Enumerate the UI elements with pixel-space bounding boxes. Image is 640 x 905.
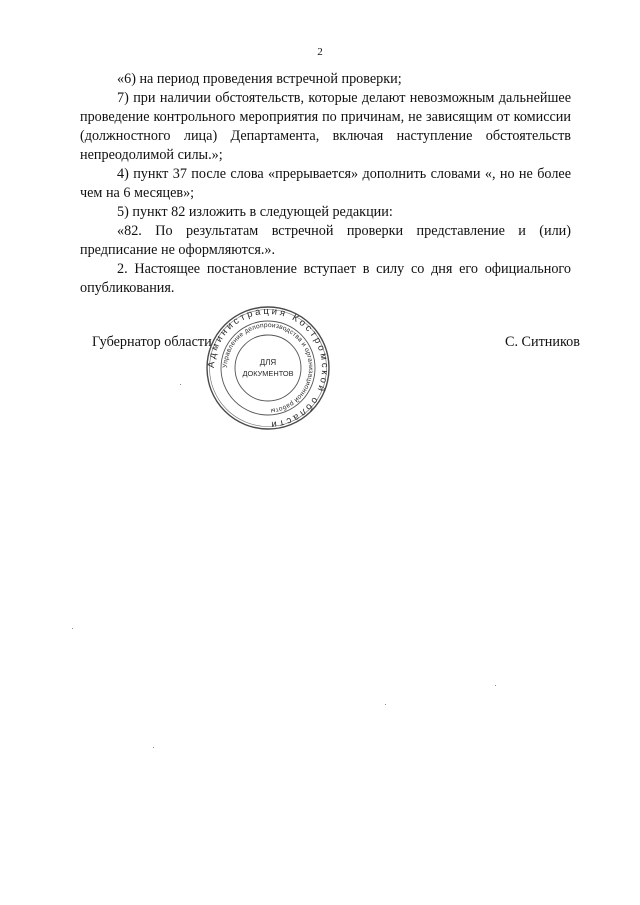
seal-icon [205,305,331,431]
scan-speck [153,747,154,748]
paragraph-subitem-7: 7) при наличии обстоятельств, которые делают невозможным дальнейшее проведение контрольного мероприятия по причинам, не зависящим от комиссии (должностного лица) Департамента, включая наступление обстоятельств непреодолимой силы.»; [80,90,571,163]
page-number: 2 [317,46,323,58]
scan-speck [72,628,73,629]
seal-center-line-2: ДОКУМЕНТОВ [242,369,294,378]
paragraph-section-2: 2. Настоящее постановление вступает в силу со дня его официального опубликования. [80,261,571,296]
paragraph-item-5: 5) пункт 82 изложить в следующей редакции: [117,204,393,220]
document-body [80,70,571,298]
scan-speck [385,704,386,705]
seal-inner-text: Управление делопроизводства и организационной работы [221,321,315,414]
paragraph-item-4: 4) пункт 37 после слова «прерывается» дополнить словами «, но не более чем на 6 месяцев»; [80,166,571,201]
seal-outer-text: Администрация Костромской области [205,305,331,431]
official-seal-stamp [205,305,331,431]
paragraph-clause-82: «82. По результатам встречной проверки представление и (или) предписание не оформляются.». [80,223,571,258]
scan-speck [180,384,181,385]
signatory-name: С. Ситников [505,334,580,350]
seal-center-line-1: ДЛЯ [259,358,277,367]
paragraph-subitem-6: «6) на период проведения встречной проверки; [117,71,402,87]
signatory-position: Губернатор области [92,334,212,350]
scan-speck [495,685,496,686]
